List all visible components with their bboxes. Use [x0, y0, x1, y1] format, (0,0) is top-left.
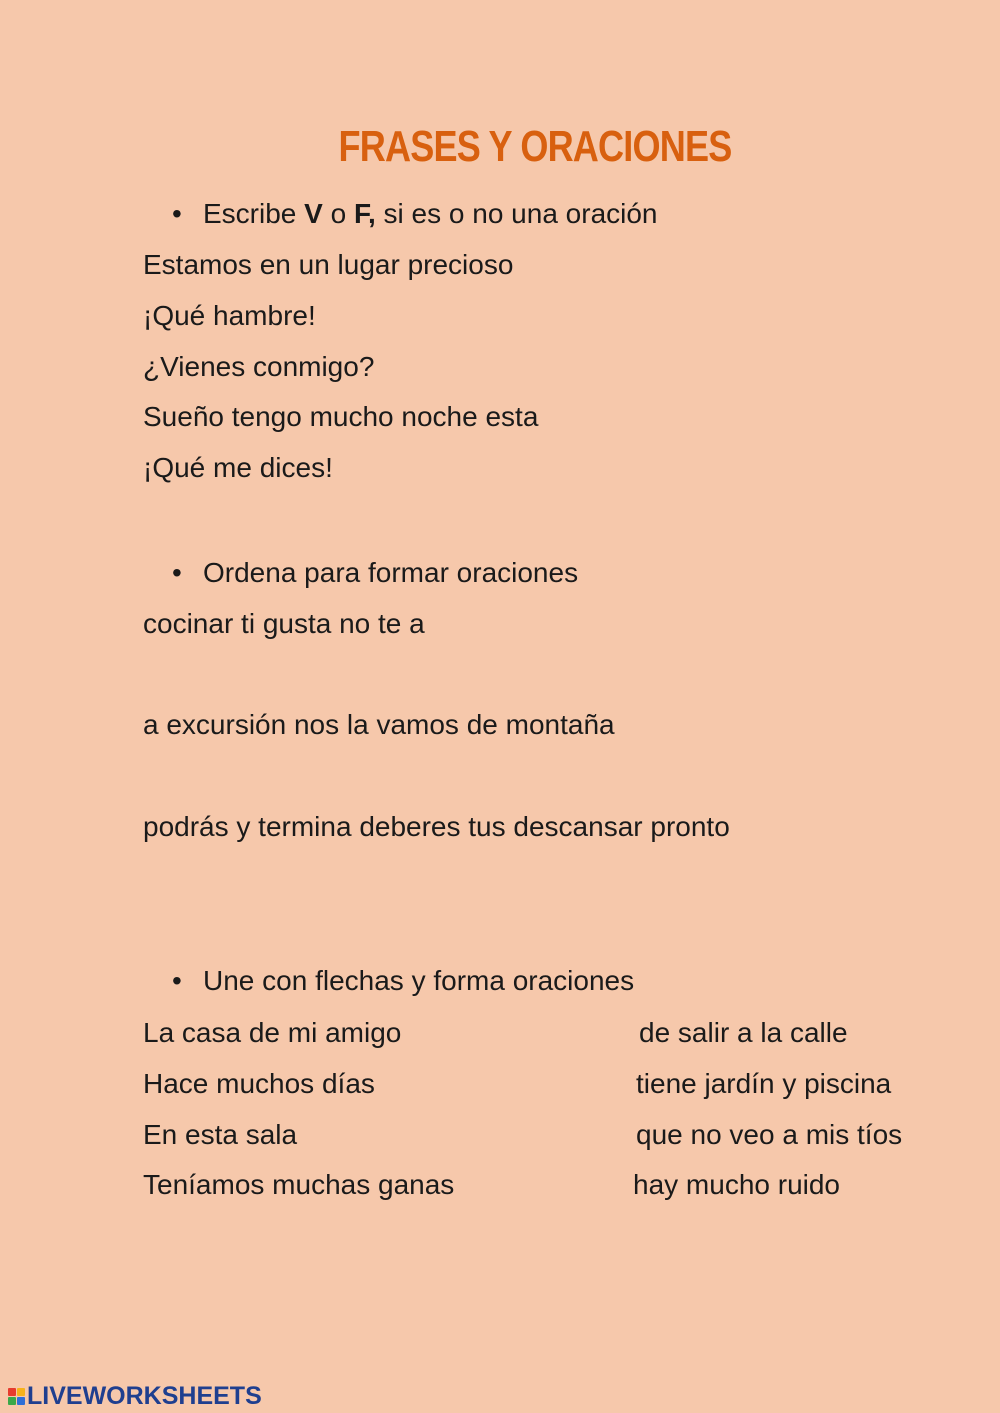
instruction-1-rest: si es o no una oración [375, 198, 658, 229]
logo-blocks-icon [8, 1388, 25, 1405]
match-right-item: hay mucho ruido [633, 1169, 841, 1200]
bullet-icon: • [172, 965, 182, 996]
match-left-item: En esta sala [143, 1119, 298, 1150]
bullet-icon: • [172, 198, 182, 229]
bullet-icon: • [172, 557, 182, 588]
list-item: a excursión nos la vamos de montaña [143, 709, 615, 740]
logo-text: LIVEWORKSHEETS [27, 1381, 262, 1410]
list-item: ¡Qué hambre! [143, 300, 316, 331]
false-letter: F, [353, 198, 376, 229]
instruction-2-text: Ordena para formar oraciones [203, 557, 579, 588]
match-right-item: de salir a la calle [639, 1017, 848, 1048]
match-left-item: Hace muchos días [143, 1068, 375, 1099]
liveworksheets-logo [8, 1383, 262, 1409]
match-left-item: Teníamos muchas ganas [143, 1169, 455, 1200]
list-item: cocinar ti gusta no te a [143, 608, 425, 639]
instruction-3-text: Une con flechas y forma oraciones [203, 965, 635, 996]
match-right-item: que no veo a mis tíos [636, 1119, 903, 1150]
page-title: FRASES Y ORACIONES [338, 122, 732, 171]
instruction-2 [172, 556, 578, 590]
true-letter: V [304, 198, 323, 229]
list-item: podrás y termina deberes tus descansar pronto [143, 811, 730, 842]
list-item: ¿Vienes conmigo? [143, 351, 375, 382]
instruction-1-text: Escribe [203, 198, 305, 229]
match-right-item: tiene jardín y piscina [636, 1068, 892, 1099]
instruction-1-or: o [322, 198, 354, 229]
match-left-item: La casa de mi amigo [143, 1017, 402, 1048]
list-item: Sueño tengo mucho noche esta [143, 401, 539, 432]
list-item: Estamos en un lugar precioso [143, 249, 514, 280]
instruction-3 [172, 964, 634, 998]
list-item: ¡Qué me dices! [143, 452, 333, 483]
instruction-1 [172, 197, 658, 231]
